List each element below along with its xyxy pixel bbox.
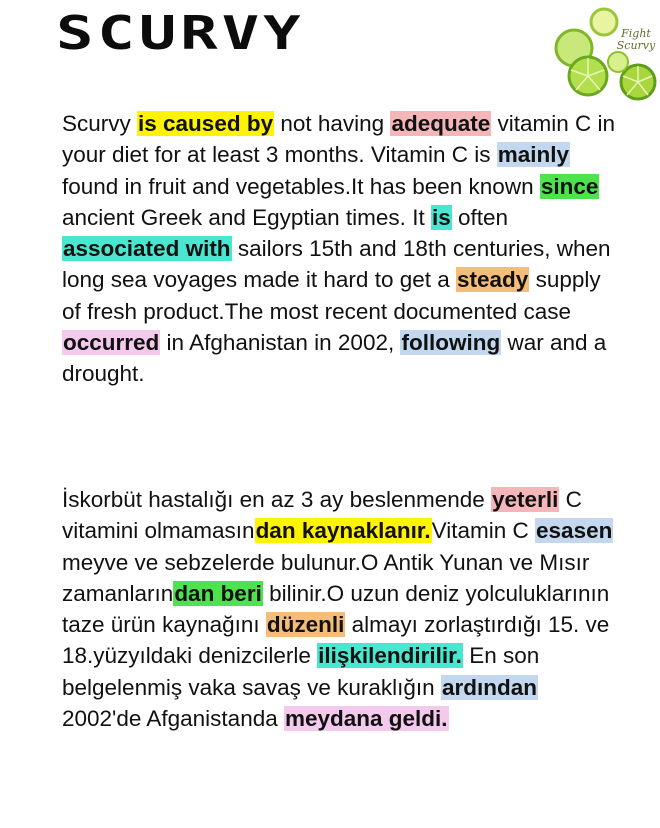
text-segment: not having (274, 111, 391, 136)
highlighted-phrase: dan beri (174, 580, 262, 606)
text-segment: almayı zorlaştırdığı 15. ve 18.yüzyıldaki denizcilerle (62, 612, 610, 669)
text-segment: Vitamin C (431, 518, 536, 544)
text-segment: supply of fresh product.The most recent documented case (62, 267, 601, 324)
highlighted-phrase: mainly (497, 142, 570, 168)
logo-text: Fight Scurvy (616, 27, 656, 52)
text-segment: found in fruit and vegetables.It has been known (62, 173, 540, 199)
text-segment: bilinir.O uzun deniz yolculuklarının taze ürün kaynağını (62, 580, 610, 638)
highlighted-phrase: ilişkilendirilir. (318, 643, 462, 669)
text-segment: İskorbüt hastalığı en az 3 ay beslenmende (62, 487, 492, 512)
text-segment: meyve ve sebzelerde bulunur.O Antik Yunan ve Mısır zamanların (62, 549, 590, 606)
highlighted-phrase: düzenli (266, 612, 345, 638)
text-segment: En son belgelenmiş vaka savaş ve kuraklığın (62, 643, 540, 700)
text-segment: 2002'de Afganistanda (62, 706, 284, 732)
text-segment: C vitamini olmamasın (62, 487, 582, 544)
text-segment: vitamin C in your diet for at least 3 months. Vitamin C is (62, 111, 616, 168)
highlighted-phrase: steady (457, 267, 529, 293)
highlighted-phrase: yeterli (492, 487, 559, 512)
highlighted-phrase: is (431, 204, 451, 230)
english-paragraph (62, 108, 622, 390)
text-segment: sailors 15th and 18th centuries, when long sea voyages made it hard to get a (62, 236, 611, 293)
highlighted-phrase: adequate (391, 111, 491, 136)
lime-logo-icon (552, 4, 660, 104)
text-segment: often (451, 204, 509, 230)
text-segment: Scurvy (62, 111, 138, 136)
highlighted-phrase: occurred (63, 330, 160, 356)
highlighted-phrase: following (401, 330, 501, 356)
highlighted-phrase: dan kaynaklanır. (255, 518, 431, 544)
text-segment: war and a drought. (62, 330, 607, 387)
highlighted-phrase: meydana geldi. (285, 706, 448, 732)
highlighted-phrase: since (540, 173, 599, 199)
text-segment: in Afghanistan in 2002, (160, 330, 401, 356)
highlighted-phrase: ardından (441, 674, 537, 700)
highlighted-phrase: associated with (63, 236, 231, 262)
page-title: SCURVY (56, 6, 305, 60)
highlighted-phrase: esasen (536, 518, 613, 544)
turkish-paragraph (62, 484, 622, 734)
highlighted-phrase: is caused by (138, 111, 274, 136)
text-segment: ancient Greek and Egyptian times. It (62, 204, 431, 230)
